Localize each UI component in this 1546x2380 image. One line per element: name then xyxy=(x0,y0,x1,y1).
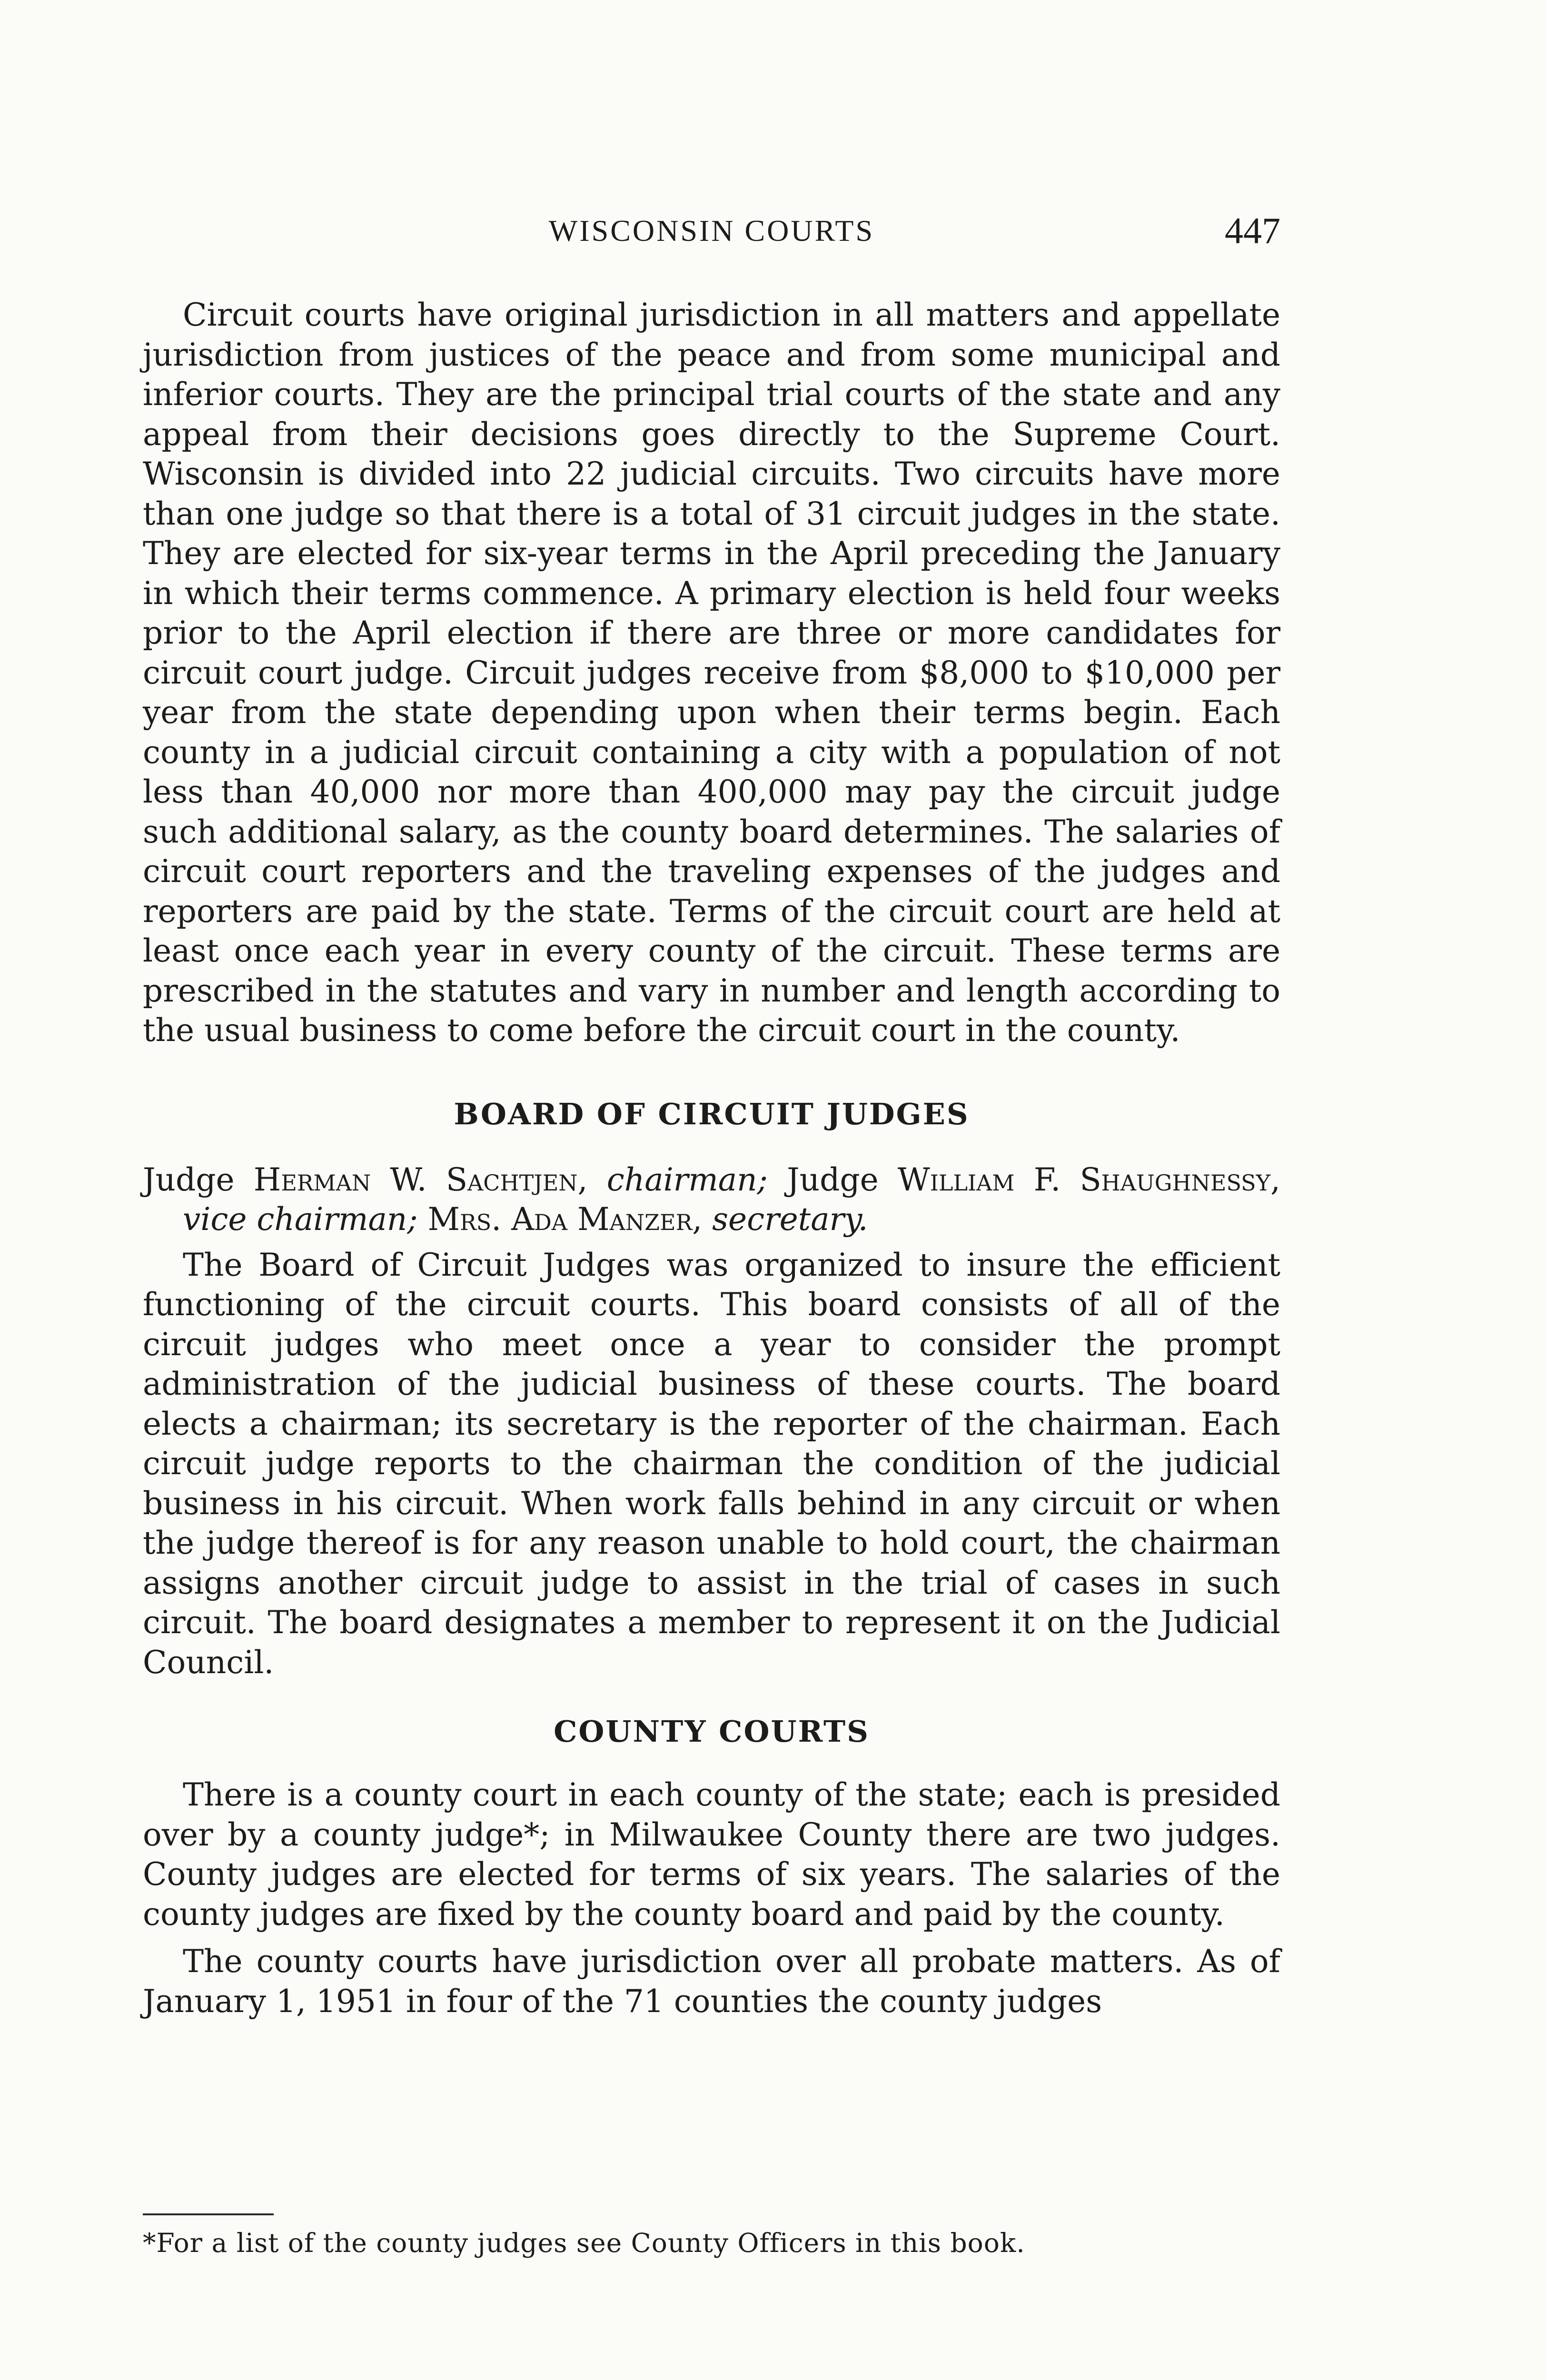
officer-name: William F. Shaughnessy, xyxy=(897,1161,1281,1198)
running-head: WISCONSIN COURTS xyxy=(548,214,875,248)
board-heading: BOARD OF CIRCUIT JUDGES xyxy=(454,1096,970,1131)
board-paragraph: The Board of Circuit Judges was organized to insure the efficient functioning of the circuit courts. This board consists of all of the circuit judges who meet once a year to consider the prompt administration of the judicial business of these courts. The board elects a chairman; its secretary is the reporter of the chairman. Each circuit judge reports to the chairman the condition of the judicial business in his circuit. When work falls behind in any circuit or when the judge thereof is for any reason unable to hold court, the chairman assigns another circuit judge to assist in the trial of cases in such circuit. The board designates a member to represent it on the Judicial Council. xyxy=(143,1246,1280,1681)
officer-role: secretary. xyxy=(712,1201,868,1238)
intro-paragraph: Circuit courts have original jurisdiction in all matters and appellate jurisdiction from justices of the peace and from some municipal and inferior courts. They are the principal trial courts of the state and any appeal from their decisions goes directly to the Supreme Court. Wisconsin is divided into 22 judicial circuits. Two circuits have more than one judge so that there is a total of 31 circuit judges in the state. They are elected for six-year terms in the April preceding the January in which their terms commence. A primary election is held four weeks prior to the April election if there are three or more candidates for circuit court judge. Circuit judges receive from $8,000 to $10,000 per year from the state depending upon when their terms begin. Each county in a judicial circuit containing a city with a population of not less than 40,000 nor more than 400,000 may pay the circuit judge such additional salary, as the county board determines. The salaries of circuit court reporters and the traveling expenses of the judges and reporters are paid by the state. Terms of the circuit court are held at least once each year in every county of the circuit. These terms are prescribed in the statutes and vary in number and length according to the usual business to come before the circuit court in the county. xyxy=(143,297,1280,1049)
footnote-divider xyxy=(143,2213,274,2215)
officer-role: vice chairman; xyxy=(183,1201,418,1238)
officer-title: Judge xyxy=(787,1161,879,1198)
officer-title: Judge xyxy=(143,1161,235,1198)
footnote: *For a list of the county judges see County Officers in this book. xyxy=(143,2228,1025,2258)
officer-name: Herman W. Sachtjen, xyxy=(253,1161,588,1198)
body-text xyxy=(143,295,1280,2021)
officer-role: chairman; xyxy=(606,1161,768,1198)
county-paragraph-2: The county courts have jurisdiction over all probate matters. As of January 1, 1951 in four of the 71 counties the county judges xyxy=(143,1943,1280,2020)
county-paragraph-1: There is a county court in each county of the state; each is presided over by a county judge*; in Milwaukee County there are two judges. County judges are elected for terms of six years. The salaries of the county judges are fixed by the county board and paid by the county. xyxy=(143,1776,1280,1933)
officer-name: Mrs. Ada Manzer, xyxy=(427,1201,703,1238)
board-officers xyxy=(143,1160,1280,1240)
page-header xyxy=(143,209,1280,252)
county-courts-heading: COUNTY COURTS xyxy=(554,1714,870,1749)
page-number: 447 xyxy=(1225,210,1280,251)
